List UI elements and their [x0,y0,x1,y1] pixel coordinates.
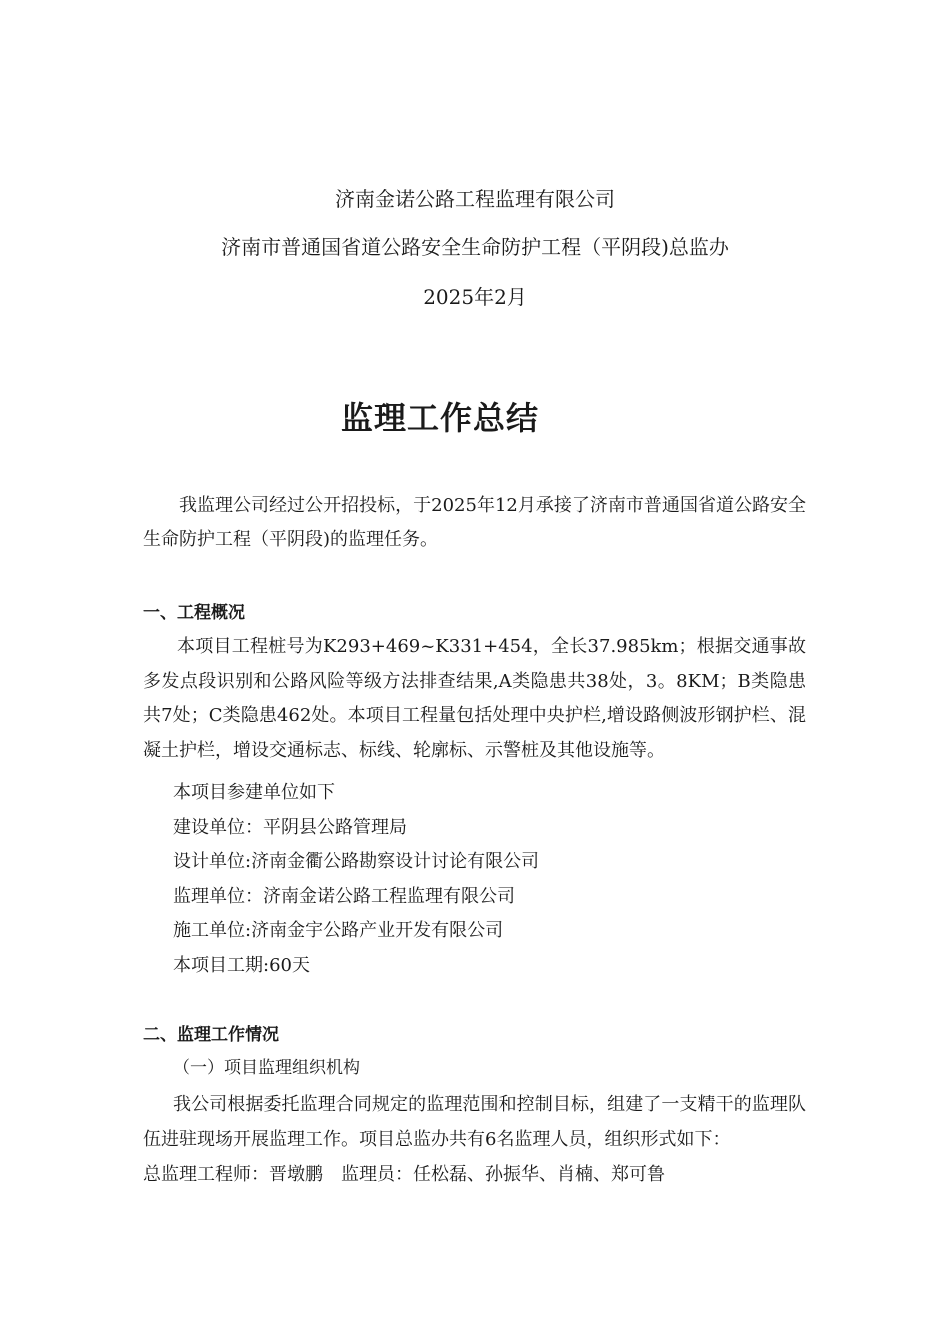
supervision-unit: 监理单位：济南金诺公路工程监理有限公司 [173,886,515,907]
section-heading-supervision: 二、监理工作情况 [143,1025,279,1045]
subheading-organization: （一）项目监理组织机构 [173,1058,360,1078]
document-title: 监理工作总结 [340,399,539,437]
company-name: 济南金诺公路工程监理有限公司 [335,187,615,211]
organization-paragraph-block [143,1087,806,1192]
organization-paragraph: 我公司根据委托监理合同规定的监理范围和控制目标，组建了一支精干的监理队伍进驻现场开展监理工作。项目总监办共有6名监理人员，组织形式如下： [143,1094,806,1150]
intro-paragraph: 我监理公司经过公开招投标，于2025年12月承接了济南市普通国省道公路安全生命防护工程（平阴段)的监理任务。 [143,495,806,550]
project-duration: 本项目工期:60天 [173,955,310,976]
design-unit: 设计单位:济南金衢公路勘察设计讨论有限公司 [173,851,540,872]
overview-paragraph-block [143,630,806,768]
staff-line: 总监理工程师：晋墩鹏 监理员：任松磊、孙振华、肖楠、郑可鲁 [143,1164,665,1185]
document-date: 2025年2月 [423,285,527,309]
overview-paragraph: 本项目工程桩号为K293+469~K331+454，全长37.985km；根据交通事故多发点段识别和公路风险等级方法排查结果,A类隐患共38处，3。8KM；B类隐患共7处；C类隐患462处。本项目工程量包括处理中央护栏,增设路侧波形钢护栏、混凝土护栏，增设交通标志、标线、轮廓标、示警桩及其他设施等。 [143,636,806,761]
project-office-name: 济南市普通国省道公路安全生命防护工程（平阴段)总监办 [221,235,729,259]
section-heading-overview: 一、工程概况 [143,603,245,623]
contractor-unit: 施工单位:济南金宇公路产业开发有限公司 [173,920,504,941]
construction-unit: 建设单位：平阴县公路管理局 [173,817,407,838]
participating-units-intro: 本项目参建单位如下 [173,782,335,803]
intro-paragraph-block [143,489,806,557]
